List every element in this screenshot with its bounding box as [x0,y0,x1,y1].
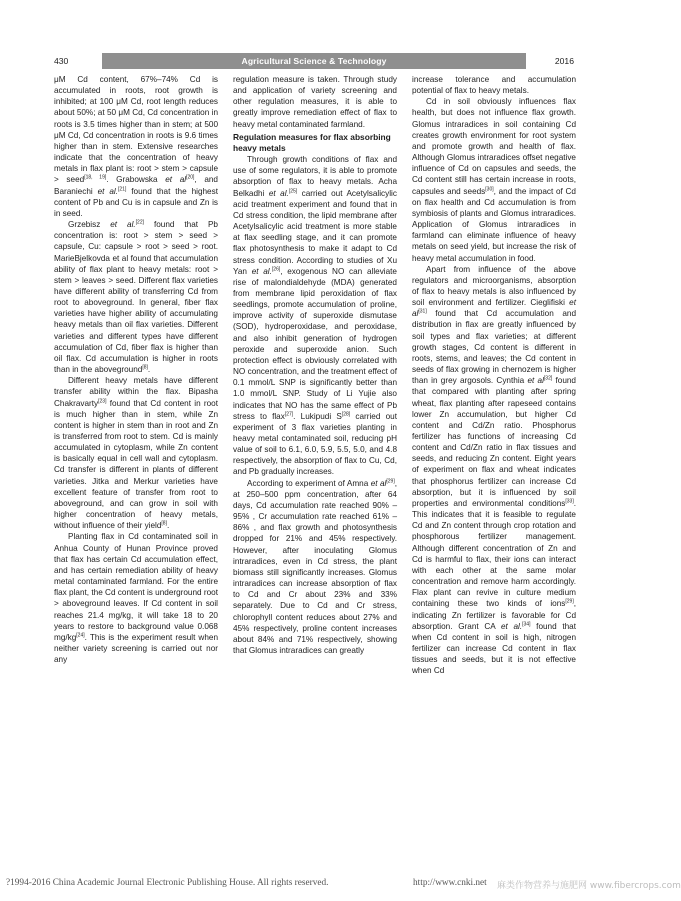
citation: [28] [341,410,351,417]
journal-title-bar: Agricultural Science & Technology [102,53,526,69]
citation: [29] [386,477,395,484]
text-run: μM Cd content, 67%–74% Cd is accumulated in roots, root growth is inhibited; at 100 μM Cd, root length reduces about 50%; at 50 μM Cd, Cd concentration in roots is 3.5 times higher than in stem; at 500 μM Cd, Cd concentration in roots is 9.6 times higher than in stem. Extensive researches indicate that the concentration of heavy metals in flax plant is: root > stem > capsule > seed [54,75,218,185]
publisher-url[interactable]: http://www.cnki.net [413,878,487,888]
paragraph [233,478,397,657]
column-1 [54,74,218,874]
citation: [27] [284,410,294,417]
text-run: et al. [500,621,523,631]
text-run: Grzebisz [68,220,101,230]
text-run: et al [370,478,387,488]
paragraph [54,219,218,375]
text-run: . This is the experiment result when neither variety screening is carried out nor any [54,632,218,665]
paragraph [233,74,397,130]
text-run: , at 250–500 ppm concentration, after 64 days, Cd accumulation rate reached 90% –95% , Cr accumulation rate reached 61% –86% , and flax growth and photosynthesis dropped for 21% and 45% respectively. However, after inoculating Glomus intraradices, even in Cd stress, the plant biomass still significantly increases. Glomus intraradices can increase absorption of flax to Cd and Cr about 23% and 33% separately. Due to Cd and Cr stress, chlorophyll content reduces about 27% and 45% respectively, proline content increases about 84% and 71% respectively, showing that Glomus intraradices can greatly [233,478,398,655]
text-run: , and Baraniechi [54,175,218,196]
page-header [54,52,574,70]
text-run: found that when Cd content in soil is high, nitrogen fertilizer can increase Cd content in flax tissues and seeds, but it is not effective when Cd [412,621,576,676]
citation: [29] [565,598,574,605]
citation: [31] [418,308,427,315]
paragraph [54,531,218,665]
text-run: found that Cd content in root is much higher than in stem, while Zn content is higher in stem than in root and Zn is transferred from root to stem. Cd is mainly accumulated in cytoplasm, while Zn content is basically equal in cell wall and cytoplasm. Cd transfer is different in plants of different varieties. Jitka and Merkur varieties have excellent feature of transfer from root to aboveground, and can grow in soil with higher concentration of heavy metals, without influence of their yield [54,398,218,531]
citation: [21] [118,185,127,192]
text-run: et al. [268,188,289,198]
column-2 [233,74,397,874]
citation: [26] [271,265,281,272]
copyright-notice: ?1994-2016 China Academic Journal Electronic Publishing House. All rights reserved. [6,878,329,888]
text-run: . [147,365,151,375]
citation: [18, 19] [84,174,107,181]
citation: [23] [98,397,107,404]
text-run: . This indicates that it is feasible to regulate Cd and Zn content through crop rotation and phosphorous fertilizer management. Although different concentration of Zn and Cd is harmful to flax, their ions can interact with each other at the same molar concentration and remove harm accordingly. Flax plant can revive in culture medium containing these two kinds of ions [412,498,576,609]
paragraph [412,264,576,677]
text-run: Through growth conditions of flax and use of some regulators, it is able to promote absorption of flax to heavy metals. Acha Belkadhi [233,155,397,198]
text-run: found that compared with planting after spring wheat, flax planting after rapeseed contains lower Zn accumulation, but higher Cd content and Cd/Zn ratio. Phosphorus fertilizer has functions of increasing Cd content and Cd/Zn ratio in flax tissues and seeds, and reducing Zn content. Eight years of experiment on flax and wheat indicates that phosphorus fertilizer can increase Cd absorption, but it is influenced by soil properties and environmental conditions [412,376,576,508]
text-run: found that Cd accumulation and distribution in flax are greatly influenced by soil types and flax varieties; at different growth stages, Cd content is different in roots, stems, and leaves; the Cd content in seeds of flax growing in chernozem is higher than in grey argosols. Cynthia [412,309,576,386]
section-heading: Regulation measures for flax absorbing heavy metals [233,131,391,153]
citation: [20] [186,174,195,181]
text-run: , indicating Zn fertilizer is favorable for Cd absorption. Grant CA [412,599,576,631]
paragraph [54,74,218,219]
text-run: Planting flax in Cd contaminated soil in Anhua County of Hunan Province proved that flax has certain Cd accumulation effect, and has certain remediation ability of heavy metal contaminated farmland. For the entire flax plant, the Cd content is underground root > aboveground leaves. If Cd content in soil reaches 21.4 mg/kg, it will take 18 to 20 years to restore to background value 0.068 mg/kg [54,532,218,642]
text-run: . [166,521,170,531]
citation: [22] [135,219,145,226]
citation: [24] [76,632,85,639]
text-run: According to experiment of Amna [247,478,369,488]
publication-year: 2016 [554,56,574,66]
page-number: 430 [54,56,69,66]
text-run: carried out Acetylsalicylic acid treatment experiment and found that in Cd stress condition, the lipid membrane after Acetylsalicylic acid treatment is more stable at flax seedling stage, and it can promote flax photosynthesis to make it adapt to Cd stress condition. According to studies of Xu Yan [233,188,397,276]
text-run: . Grabowska [106,175,158,185]
text-run: regulation measure is taken. Through study and application of variety screening and other regulation measures, it is able to greatly improve remediation effect of flax to heavy metal contaminated farmland. [233,75,397,129]
citation: [8] [142,364,148,371]
paragraph [233,154,397,478]
citation: [25] [288,187,298,194]
text-run: increase tolerance and accumulation potential of flax to heavy metals. [412,75,576,96]
text-run: . Lukipudi S [293,411,342,421]
citation: [33] [565,498,574,505]
text-run: Different heavy metals have different transfer ability within the flax. Bipasha Chakravarty [54,376,218,408]
citation: [32] [543,375,553,382]
citation: [30] [485,185,494,192]
paragraph [54,375,218,531]
text-run: et al. [251,266,272,276]
text-run: carried out experiment of 3 flax varieties planting in heavy metal contaminated soil, reducing pH value of soil to 6.1, 6.0, 5.9, 5.5, 5.0, and 4.8 respectively, the absorption of flax to Cu, Cd, and Pb gradually increases. [233,411,398,477]
text-run: et al [165,175,187,185]
text-run: , exogenous NO can alleviate rise of malondialdehyde (MDA) generated from membrane lipid peroxidation of flax seedlings, promote accumulation of proline, improve activity of superoxide dismutase (SOD), hydroperoxidase, and peroxidase, and also inhibit generation of hydrogen peroxide and superoxide anion. Such protection effect is obviously correlated with NO concentration, and the treatment effect of 0.1 mmol/L SNP is significantly better than 1.0 mmol/L SNP. Study of Li Yujie also indicates that NO has the same effect of Pb stress to flax [233,266,397,421]
text-run: Cd in soil obviously influences flax health, but does not influence flax growth. Glomus intraradices in soil containing Cd creates growth environment for root system and promote growth and health of flax. Although Glomus intraradices offset negative influence of Cd on capsules and seeds, the Cd content still has certain increase in roots, capsules and seeds [412,97,576,196]
page-footer [0,878,681,892]
paragraph [412,74,576,96]
watermark: 麻类作物营养与施肥网 www.fibercrops.com [497,881,681,891]
text-run: et al [412,298,576,319]
citation: [8] [161,520,167,527]
text-run: et al. [97,186,119,196]
text-run: , and the impact of Cd on flax health and Cd accumulation is from symbiosis of plants and Glomus intraradices. Application of Glomus intraradices in farmland can eliminate influence of heavy metals on seed yield, but increase the risk of heavy metal accumulation in food. [412,186,576,263]
text-run: found that the highest content of Pb and Cu is in capsule and Zn is in seed. [54,186,218,218]
text-run: found that Pb concentration is: root > stem > seed > capsule, Cu: capsule > root > seed > root. MarieBjelkovda et al found that accumulation ability of flax plant to heavy metals: root > stem > leaves > seed. Different flax varieties have different ability of transferring Cd from root to aboveground. In general, fiber flax varieties have higher ability of accumulating heavy metals than oil flax varieties. Different varieties and different types have different accumulation of Cd, fiber flax is higher than oil flax. Cd accumulation is higher in roots than in the aboveground [54,220,218,375]
citation: [34] [522,620,531,627]
paragraph [412,96,576,263]
text-run: Apart from influence of the above regulators and microorganisms, absorption of flax to heavy metals is also influenced by soil environment and fertilizer. Cieglifiski [412,264,576,308]
column-3 [412,74,576,874]
text-run: et al. [110,220,136,230]
text-run: et al [527,376,544,386]
article-body [54,74,578,874]
